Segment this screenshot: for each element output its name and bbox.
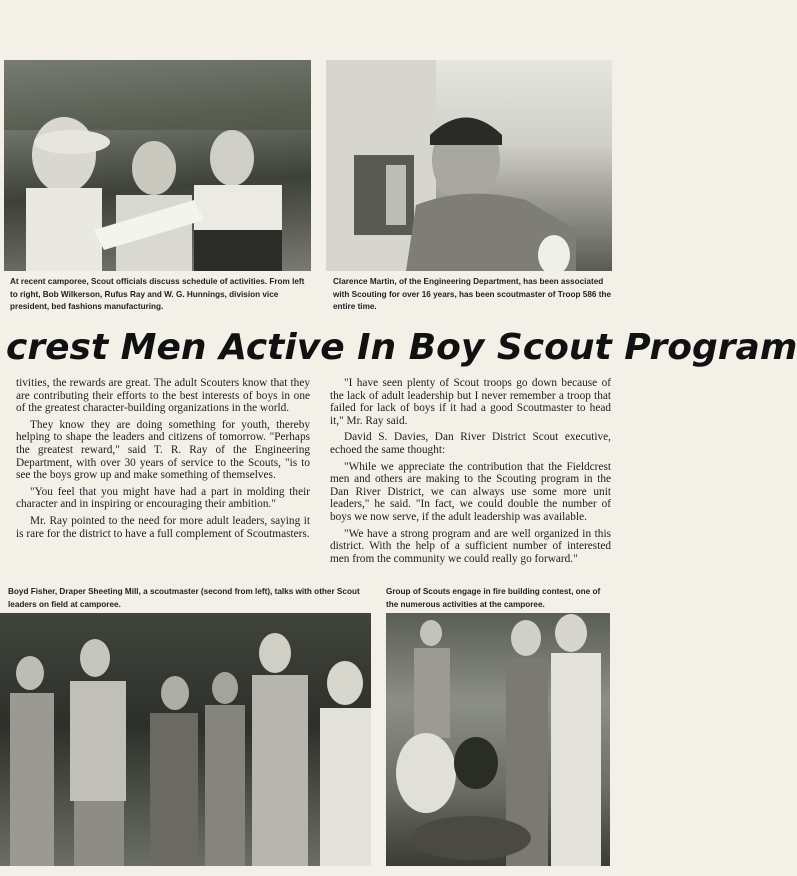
article-left-column xyxy=(16,377,310,544)
photo-scout-leaders-field xyxy=(0,613,371,866)
right-paragraph-4: "We have a strong program and are well organized in this district. With the help of a sufficient number of interested men from the community we could really go forward." xyxy=(330,527,611,565)
left-paragraph-1: tivities, the rewards are great. The adult Scouters know that they are contributing their efforts to the best interests of boys in one of the greatest character-building organizations in the world. xyxy=(16,377,310,415)
officials-figures xyxy=(4,60,311,271)
martin-figure xyxy=(326,60,612,271)
article-headline: crest Men Active In Boy Scout Program xyxy=(6,327,797,368)
caption-scout-officials: At recent camporee, Scout officials discuss schedule of activities. From left to right, Bob Wilkerson, Rufus Ray and W. G. Hunnings, division vice president, bed fashions manufacturing. xyxy=(10,277,305,311)
photo-scout-officials xyxy=(4,60,311,271)
caption-clarence-martin: Clarence Martin, of the Engineering Department, has been associated with Scouting for over 16 years, has been scoutmaster of Troop 586 the entire time. xyxy=(333,277,611,311)
right-paragraph-2: David S. Davies, Dan River District Scout executive, echoed the same thought: xyxy=(330,431,611,456)
caption-fire-building: Group of Scouts engage in fire building contest, one of the numerous activities at the camporee. xyxy=(386,587,601,609)
left-paragraph-3: "You feel that you might have had a part in molding their character and in inspiring or encouraging their ambition." xyxy=(16,485,310,511)
article-right-column xyxy=(330,377,611,569)
photo-fire-building-contest xyxy=(386,613,610,866)
right-paragraph-3: "While we appreciate the contribution that the Fieldcrest men and others are making to the Scouting program in the Dan River District, we can always use some more unit leaders," he said. "In fact, we could double the number of boys we now serve, if the adult leadership was available. xyxy=(330,460,611,523)
left-paragraph-4: Mr. Ray pointed to the need for more adult leaders, saying it is rare for the district to have a full complement of Scoutmasters. xyxy=(16,514,310,540)
scouts-figures xyxy=(386,613,610,866)
leaders-figures xyxy=(0,613,371,866)
left-paragraph-2: They know they are doing something for youth, thereby helping to shape the leaders and citizens of tomorrow. "Perhaps the greatest reward," said T. R. Ray of the Engineering Department, with over 30 years of service to the Scouts, "is to see the boys grow up and make something of themselves. xyxy=(16,418,310,482)
photo-clarence-martin xyxy=(326,60,612,271)
caption-boyd-fisher: Boyd Fisher, Draper Sheeting Mill, a scoutmaster (second from left), talks with other Scout leaders on field at camporee. xyxy=(8,587,360,609)
right-paragraph-1: "I have seen plenty of Scout troops go down because of the lack of adult leadership but I never remember a troop that failed for lack of boys if it had a good Scoutmaster to head it," Mr. Ray said. xyxy=(330,377,611,427)
